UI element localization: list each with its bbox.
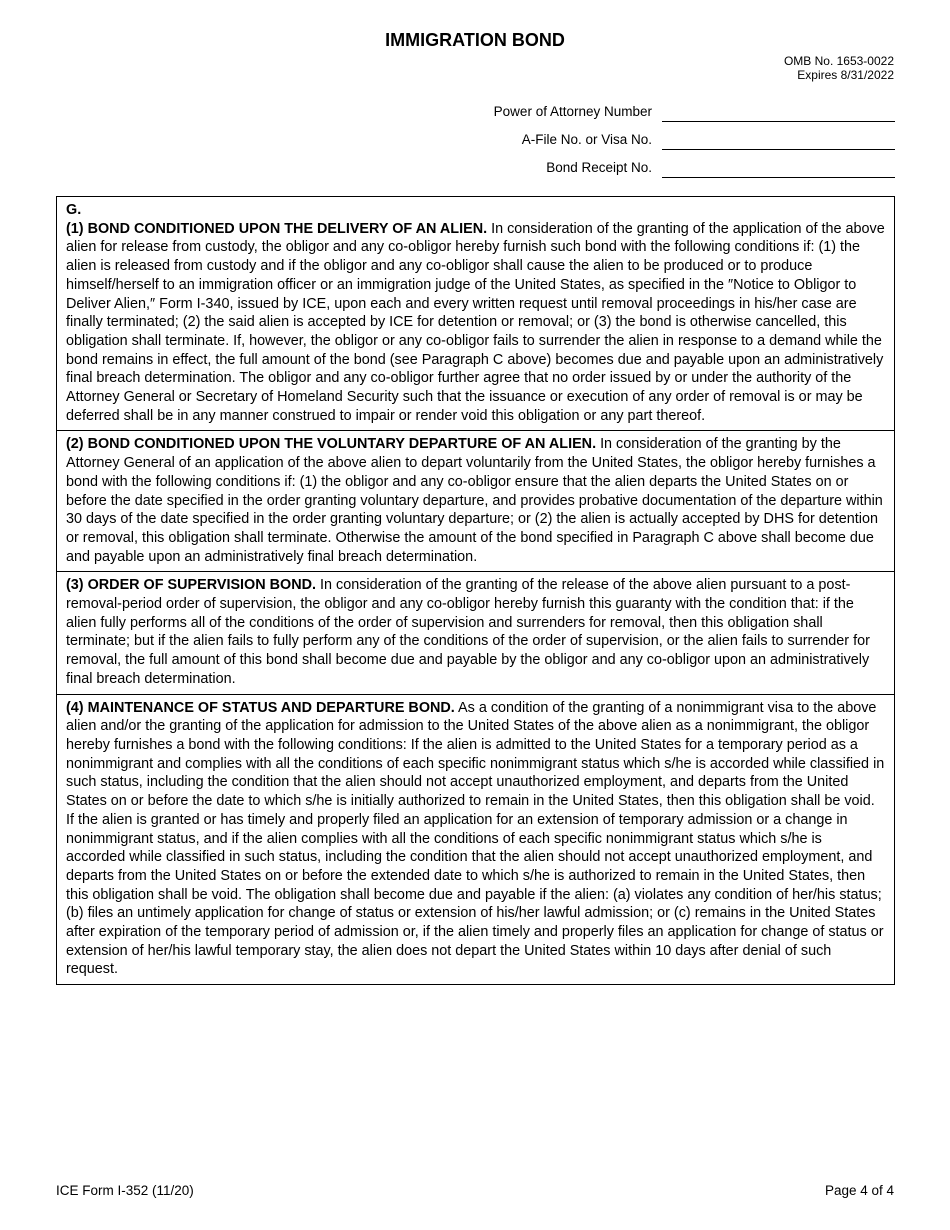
bond-receipt-input[interactable]	[662, 177, 895, 178]
omb-expiration: Expires 8/31/2022	[797, 68, 894, 82]
a-file-label: A-File No. or Visa No.	[521, 132, 652, 147]
delivery-bond-text: In consideration of the granting of the application of the above alien for release from custody, the obligor and any co-obligor hereby furnish such bond with the following conditions if: (1) the alien is released from custody and if the obligor and any co-obligor shall cause the alien to be produced or to produce himself/herself to an immigration officer or an immigration judge of the United States, as specified in the ″Notice to Obligor to Deliver Alien,″ Form I-340, issued by ICE, upon each and every written request until removal proceedings in his/her case are finally terminated; (2) the said alien is accepted by ICE for detention or removal; or (3) the bond is otherwise cancelled, this obligation shall terminate. If, however, the obligor or any co-obligor fails to surrender the alien in response to a demand while the bond remains in effect, the full amount of the bond (see Paragraph C above) becomes due and payable upon an administratively final breach determination. The obligor and any co-obligor further agree that no order issued by or under the authority of the Attorney General or Secretary of Homeland Security such that the issuance or execution of any order of removal is or may be deferred shall be in any manner construed to impair or render void this obligation or any part thereof.	[66, 220, 885, 424]
bond-receipt-field	[420, 160, 895, 178]
a-file-input[interactable]	[662, 149, 895, 150]
voluntary-departure-text: In consideration of the granting by the Attorney General of an application of the above alien to depart voluntarily from the United States, the obligor hereby furnishes a bond with the following conditions if: (1) the obligor and any co-obligor ensure that the alien departs the United States on or before the date specified in the order granting voluntary departure, and provides probative documentation of the departure within 30 days of the date specified in the order granting voluntary departure; or (2) the alien is actually accepted by DHS for detention or removal, this obligation shall terminate. Otherwise the amount of the bond specified in Paragraph C above shall become due and payable upon an administratively final breach determination.	[66, 436, 883, 565]
section-letter: G.	[66, 202, 82, 218]
omb-number: OMB No. 1653-0022	[783, 54, 894, 68]
maintenance-status-text: As a condition of the granting of a nonimmigrant visa to the above alien and/or the granting of the application for admission to the United States of the above alien as a nonimmigrant, the obligor hereby furnishes a bond with the following conditions: If the alien is admitted to the United States for a temporary period as a nonimmigrant and complies with all the conditions of each specific nonimmigrant status which s/he is accorded while classified in such status, including the condition that the alien should not accept unauthorized employment, and departs from the United States on or before the date to which s/he is initially authorized to remain in the United States, then this obligation shall be void. If the alien is granted or has timely and properly filed an application for an extension of temporary admission or a change in nonimmigrant status, and if the alien complies with all the conditions of each specific nonimmigrant status which s/he is accorded while classified in such status, including the condition that the alien should not accept unauthorized employment, and departs from the United States on or before the extended date to which s/he is authorized to remain in the United States, then this obligation shall be void. The obligation shall become due and payable if the alien: (a) violates any condition of her/his status; (b) files an untimely application for change of status or extension of his/her lawful admission; or (c) remains in the United States after expiration of the temporary period of admission or, if the alien timely and properly files an application for change of status or extension of her/his lawful temporary stay, the alien does not depart the United States within 10 days after denial of such request.	[66, 699, 885, 978]
supervision-bond-text: In consideration of the granting of the release of the above alien pursuant to a post-removal-period order of supervision, the obligor and any co-obligor hereby furnish this guaranty with the condition that: if the alien fully performs all of the conditions of the order of supervision and surrenders for removal, then this obligation shall terminate; but if the alien fails to fully perform any of the conditions of the order of supervision, or the alien fails to surrender for removal, the full amount of this bond shall become due and payable by the obligor and any co-obligor upon an administratively final breach determination.	[66, 577, 870, 687]
bond-receipt-label: Bond Receipt No.	[546, 160, 652, 175]
voluntary-departure-heading: (2) BOND CONDITIONED UPON THE VOLUNTARY DEPARTURE OF AN ALIEN.	[66, 436, 597, 453]
form-id-footer: ICE Form I-352 (11/20)	[56, 1183, 194, 1198]
power-of-attorney-field	[420, 104, 895, 122]
omb-info	[784, 54, 894, 82]
voluntary-departure-section	[57, 430, 894, 571]
page-number: Page 4 of 4	[824, 1183, 894, 1198]
form-title: IMMIGRATION BOND	[385, 30, 565, 50]
maintenance-status-section	[57, 694, 894, 985]
delivery-bond-heading: (1) BOND CONDITIONED UPON THE DELIVERY OF AN ALIEN.	[66, 220, 488, 237]
maintenance-status-heading: (4) MAINTENANCE OF STATUS AND DEPARTURE BOND.	[66, 699, 455, 716]
power-of-attorney-label: Power of Attorney Number	[493, 104, 652, 119]
delivery-bond-section	[57, 197, 894, 430]
a-file-field	[420, 132, 895, 150]
section-g	[56, 196, 895, 985]
supervision-bond-heading: (3) ORDER OF SUPERVISION BOND.	[66, 577, 317, 594]
power-of-attorney-input[interactable]	[662, 121, 895, 122]
supervision-bond-section	[57, 571, 894, 693]
